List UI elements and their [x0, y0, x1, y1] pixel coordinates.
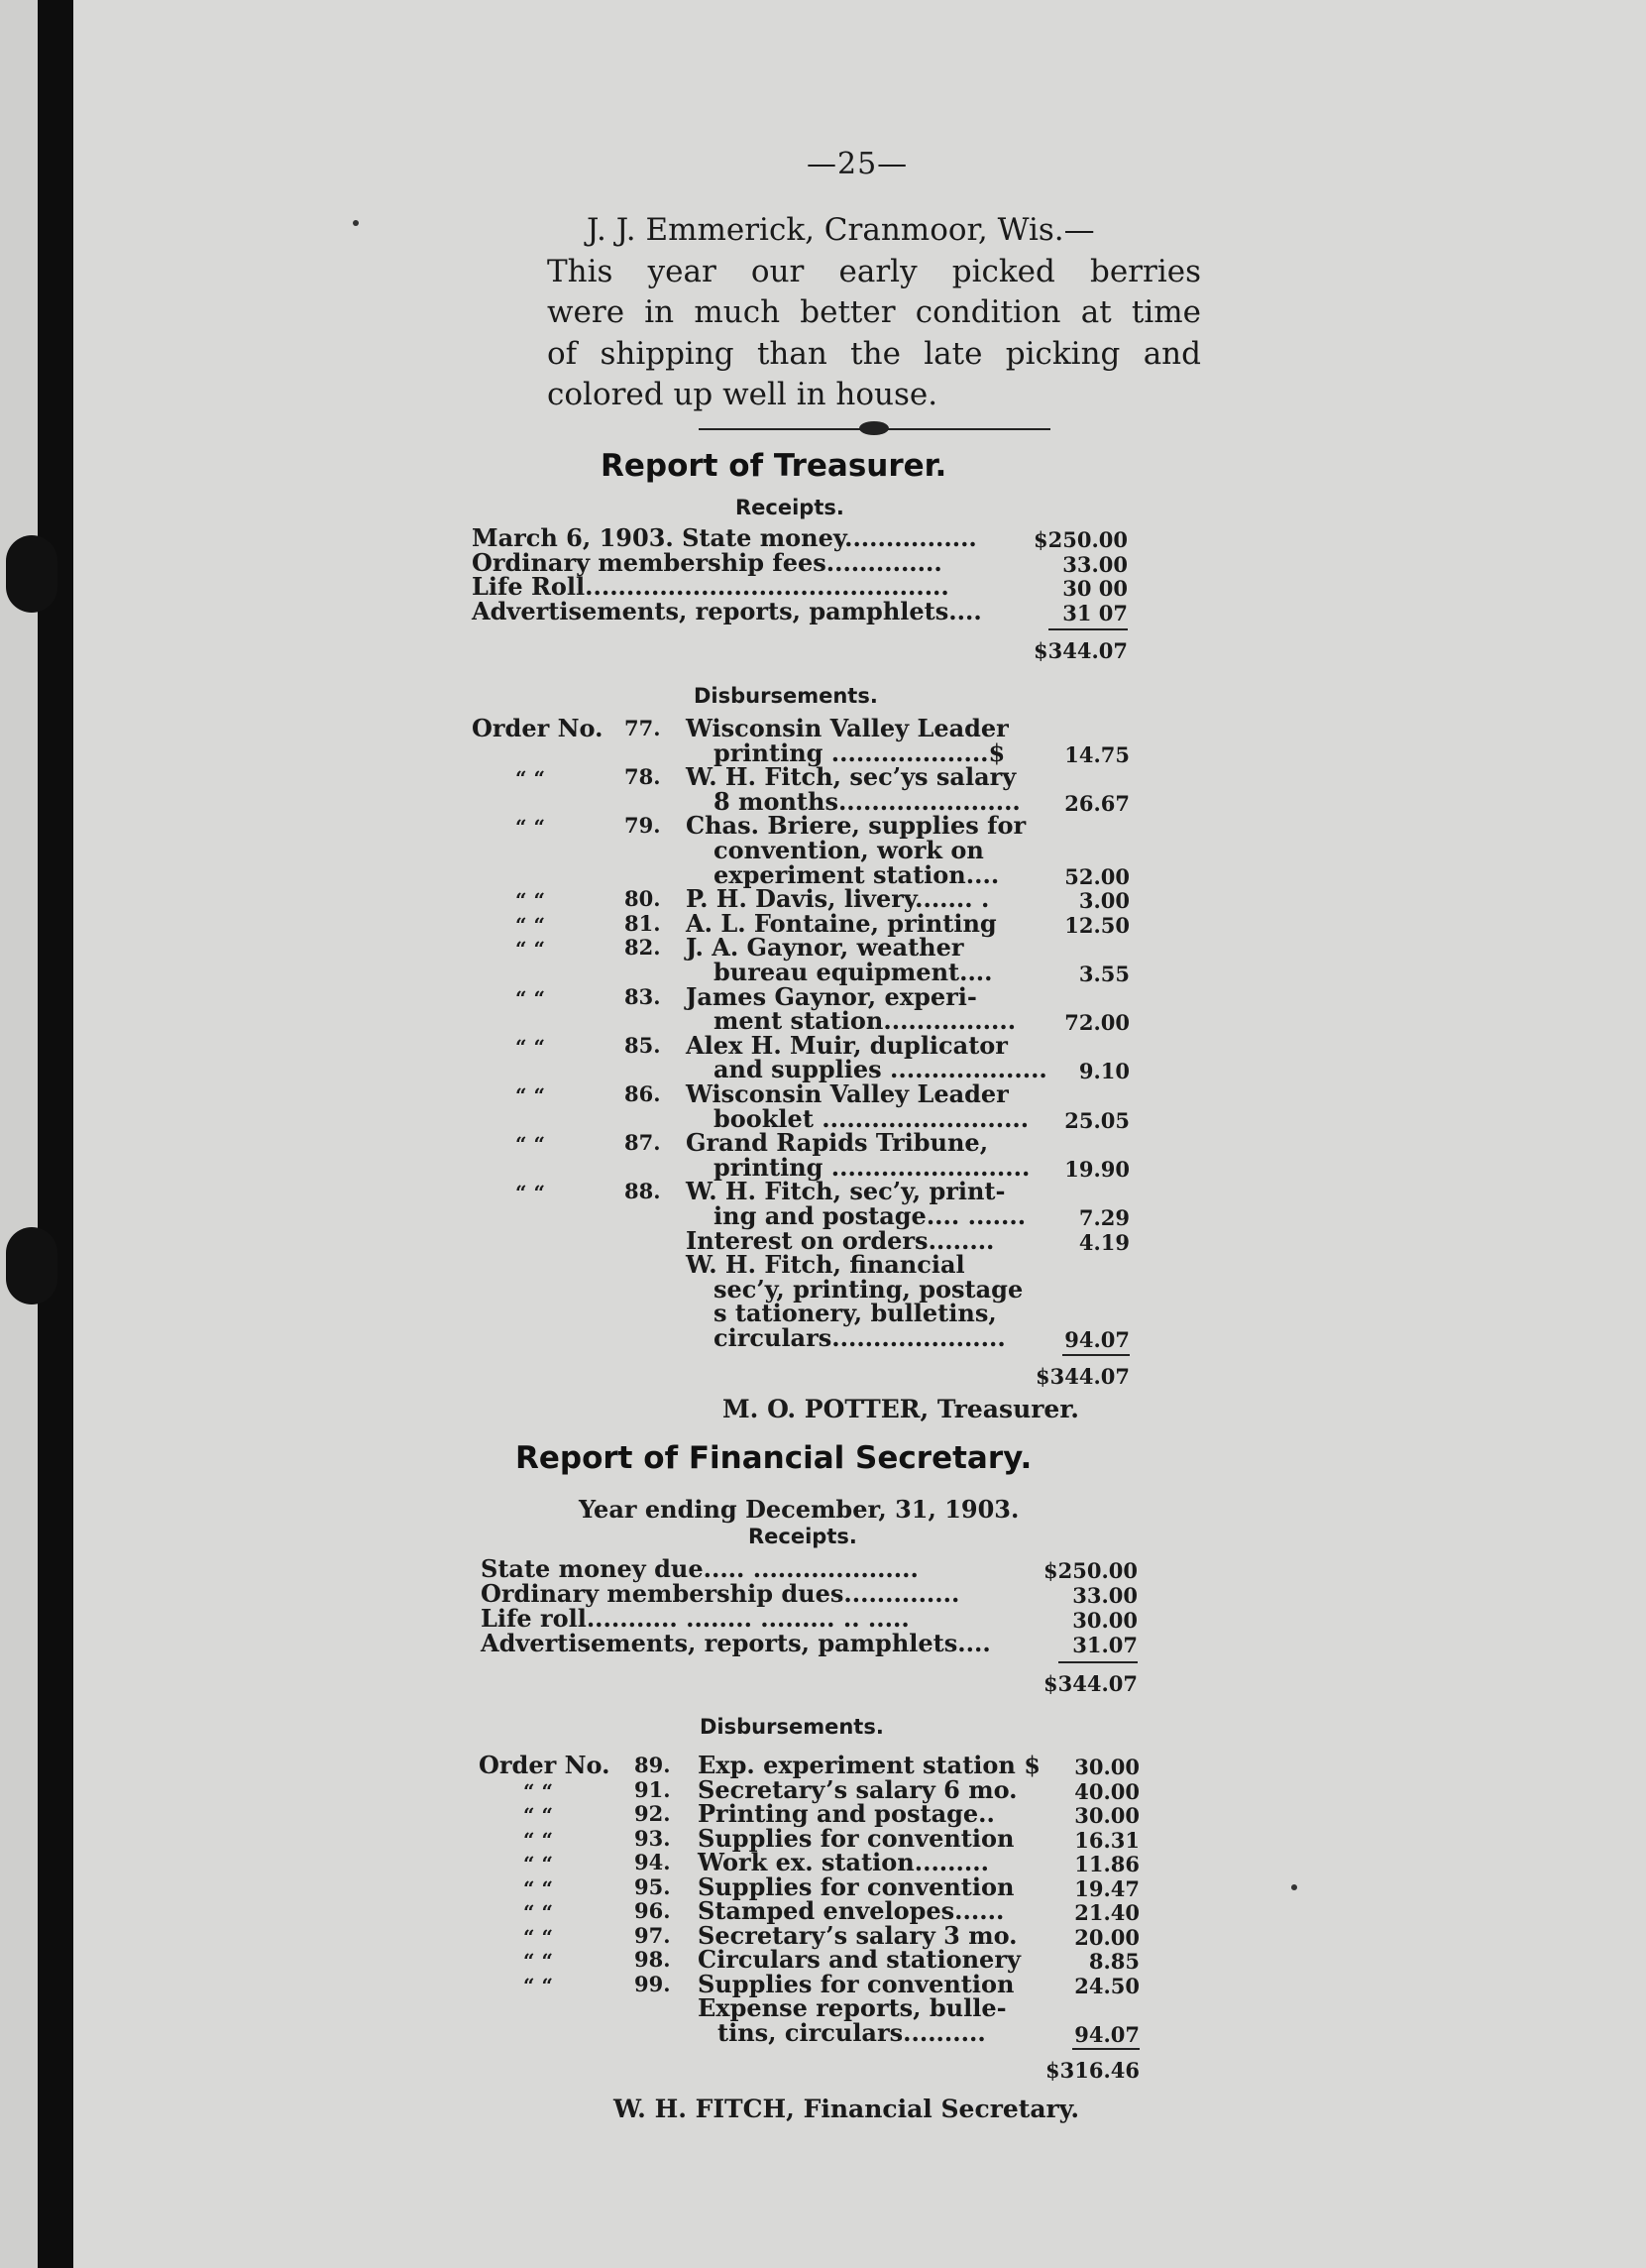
order-number: 82. — [624, 935, 661, 961]
receipt-amount: 33.00 — [1062, 551, 1128, 577]
disbursement-text: J. A. Gaynor, weather — [686, 933, 964, 963]
order-number: 91. — [634, 1776, 671, 1802]
divider-ornament — [859, 421, 889, 435]
order-number: 85. — [624, 1032, 661, 1058]
disbursement-text: Supplies for convention — [698, 1823, 1015, 1853]
treasurer-title: Report of Treasurer. — [601, 448, 947, 484]
disbursement-amount: 20.00 — [1074, 1924, 1140, 1950]
ditto-marks: “ “ — [515, 1181, 545, 1205]
receipt-amount: $250.00 — [1034, 527, 1128, 552]
disbursement-text: ment station................ — [713, 1006, 1017, 1036]
ditto-marks: “ “ — [515, 937, 545, 962]
order-number: 99. — [634, 1971, 671, 1996]
order-label: Order No. — [479, 1751, 610, 1779]
ditto-marks: “ “ — [515, 888, 545, 913]
disbursements-total: $344.07 — [1036, 1363, 1130, 1389]
ditto-marks: “ “ — [515, 815, 545, 840]
disbursement-amount: 30.00 — [1074, 1755, 1140, 1779]
receipt-amount: 33.00 — [1072, 1583, 1138, 1608]
disbursement-text: Printing and postage.. — [698, 1799, 995, 1828]
disbursement-text: printing ...................$ — [713, 737, 1006, 767]
disbursement-amount: 25.05 — [1064, 1107, 1130, 1133]
disbursement-text: Wisconsin Valley Leader — [686, 1079, 1009, 1108]
financial-signature: W. H. FITCH, Financial Secretary. — [613, 2095, 1080, 2123]
intro-line: J. J. Emmerick, Cranmoor, Wis.— — [587, 212, 1095, 248]
disbursement-text: A. L. Fontaine, printing — [686, 908, 997, 938]
disbursement-amount: 19.90 — [1064, 1156, 1130, 1182]
disbursement-amount: 11.86 — [1074, 1852, 1140, 1876]
disbursement-text: convention, work on — [713, 836, 984, 864]
disbursement-amount: 24.50 — [1074, 1973, 1140, 1998]
receipt-label: Advertisements, reports, pamphlets.... — [481, 1629, 991, 1657]
disbursement-text: Stamped envelopes...... — [698, 1896, 1005, 1925]
receipt-label: State money due..... .................... — [481, 1554, 919, 1583]
disbursement-text: Supplies for convention — [698, 1871, 1015, 1901]
disbursement-amount: 9.10 — [1078, 1059, 1130, 1084]
order-number: 93. — [634, 1825, 671, 1851]
order-number: 77. — [624, 716, 661, 740]
financial-title: Report of Financial Secretary. — [515, 1440, 1033, 1476]
punch-hole-top — [6, 535, 57, 613]
document-page — [79, 0, 1646, 2268]
ditto-marks: “ “ — [523, 1778, 553, 1803]
ditto-marks: “ “ — [515, 766, 545, 791]
disbursement-text: Circulars and stationery — [698, 1945, 1021, 1974]
disbursement-text: booklet ......................... — [713, 1103, 1030, 1133]
disbursement-text: ing and postage.... ....... — [713, 1201, 1027, 1230]
disbursement-amount: 3.55 — [1078, 962, 1130, 986]
year-line: Year ending December, 31, 1903. — [579, 1495, 1020, 1524]
receipts-total: $344.07 — [1034, 638, 1128, 663]
disbursement-amount: 4.19 — [1078, 1229, 1130, 1255]
disbursement-amount: 19.47 — [1074, 1875, 1140, 1901]
receipts-total: $344.07 — [1043, 1671, 1138, 1696]
order-number: 78. — [624, 764, 661, 790]
disbursement-text: Interest on orders........ — [686, 1225, 995, 1255]
disbursement-amount: 14.75 — [1064, 741, 1130, 767]
ditto-marks: “ “ — [523, 1803, 553, 1827]
order-number: 80. — [624, 886, 661, 912]
disbursement-amount: 21.40 — [1074, 1900, 1140, 1925]
receipt-label: March 6, 1903. State money................ — [472, 523, 977, 552]
total-rule — [1062, 1354, 1130, 1356]
intro-line: colored up well in house. — [547, 377, 938, 412]
disbursement-text: Grand Rapids Tribune, — [686, 1128, 989, 1158]
order-number: 96. — [634, 1898, 671, 1923]
ditto-marks: “ “ — [515, 985, 545, 1010]
order-number: 79. — [624, 813, 661, 839]
disbursements-total: $316.46 — [1045, 2058, 1140, 2083]
disbursement-amount: 16.31 — [1074, 1827, 1140, 1853]
disbursement-text: Supplies for convention — [698, 1969, 1015, 1998]
disbursement-text: printing ........................ — [713, 1152, 1031, 1182]
binding-edge — [0, 0, 38, 2268]
disbursement-text: W. H. Fitch, financial — [686, 1250, 965, 1280]
intro-paragraph — [547, 210, 1201, 416]
total-rule — [1048, 628, 1128, 630]
receipts-heading: Receipts. — [748, 1525, 857, 1548]
disbursement-text: Chas. Briere, supplies for — [686, 811, 1027, 841]
disbursement-amount: 94.07 — [1074, 2021, 1140, 2047]
receipts-heading: Receipts. — [735, 496, 844, 519]
disbursement-amount: 12.50 — [1064, 912, 1130, 938]
disbursement-text: Wisconsin Valley Leader — [686, 714, 1009, 742]
order-number: 92. — [634, 1801, 671, 1826]
receipt-amount: 30.00 — [1072, 1608, 1138, 1633]
disbursement-text: circulars..................... — [713, 1323, 1006, 1352]
disbursement-amount: 30.00 — [1074, 1803, 1140, 1828]
ditto-marks: “ “ — [515, 1132, 545, 1157]
order-label: Order No. — [472, 714, 604, 742]
disbursement-amount: 40.00 — [1074, 1778, 1140, 1804]
ditto-marks: “ “ — [515, 1083, 545, 1107]
order-number: 86. — [624, 1081, 661, 1106]
ditto-marks: “ “ — [523, 1924, 553, 1949]
disbursement-text: s tationery, bulletins, — [713, 1299, 997, 1328]
disbursement-text: Exp. experiment station $ — [698, 1751, 1041, 1779]
disbursement-amount: 7.29 — [1078, 1205, 1130, 1230]
receipt-amount: 30 00 — [1062, 576, 1128, 601]
disbursement-text: Secretary’s salary 6 mo. — [698, 1774, 1018, 1804]
order-number: 97. — [634, 1922, 671, 1948]
disbursement-text: tins, circulars.......... — [717, 2017, 986, 2047]
treasurer-signature: M. O. POTTER, Treasurer. — [722, 1395, 1079, 1423]
ditto-marks: “ “ — [515, 1034, 545, 1059]
disbursement-text: James Gaynor, experi- — [686, 981, 977, 1011]
disbursements-heading: Disbursements. — [694, 684, 878, 708]
disbursement-text: experiment station.... — [713, 859, 1000, 889]
ditto-marks: “ “ — [523, 1852, 553, 1875]
total-rule — [1072, 2048, 1140, 2050]
disbursement-amount: 94.07 — [1064, 1327, 1130, 1352]
order-number: 98. — [634, 1947, 671, 1972]
order-number: 89. — [634, 1753, 671, 1777]
page-number: —25— — [807, 147, 909, 181]
disbursement-text: W. H. Fitch, sec’ys salary — [686, 762, 1017, 792]
intro-line: were in much better condition at time — [547, 294, 1201, 330]
disbursement-amount: 52.00 — [1064, 863, 1130, 889]
ditto-marks: “ “ — [523, 1900, 553, 1924]
receipt-amount: 31.07 — [1072, 1633, 1138, 1657]
order-number: 88. — [624, 1179, 661, 1204]
order-number: 87. — [624, 1130, 661, 1156]
receipt-label: Life roll........... ........ ......... .. ..... — [481, 1604, 910, 1633]
disbursements-heading: Disbursements. — [700, 1715, 884, 1739]
disbursement-amount: 3.00 — [1078, 888, 1130, 914]
ditto-marks: “ “ — [523, 1973, 553, 1997]
disbursement-text: P. H. Davis, livery....... . — [686, 884, 990, 914]
intro-line: of shipping than the late picking and — [547, 335, 1201, 372]
disbursement-text: Alex H. Muir, duplicator — [686, 1030, 1008, 1060]
ditto-marks: “ “ — [523, 1827, 553, 1852]
intro-line: This year our early picked berries — [547, 253, 1201, 289]
disbursement-text: sec’y, printing, postage — [713, 1274, 1024, 1304]
total-rule — [1058, 1661, 1138, 1663]
disbursement-amount: 72.00 — [1064, 1010, 1130, 1036]
disbursement-amount: 26.67 — [1064, 790, 1130, 816]
receipt-label: Ordinary membership fees.............. — [472, 547, 942, 577]
disbursement-text: Secretary’s salary 3 mo. — [698, 1920, 1018, 1950]
disbursement-text: 8 months...................... — [713, 786, 1021, 816]
disbursement-amount: 8.85 — [1088, 1949, 1140, 1974]
punch-hole-bottom — [6, 1227, 57, 1304]
receipt-amount: $250.00 — [1043, 1558, 1138, 1583]
receipt-label: Advertisements, reports, pamphlets.... — [472, 596, 982, 625]
receipt-label: Life Roll............................................ — [472, 572, 949, 601]
disbursement-text: W. H. Fitch, sec’y, print- — [686, 1177, 1006, 1206]
receipt-label: Ordinary membership dues.............. — [481, 1579, 960, 1608]
disbursement-text: and supplies ................... — [713, 1055, 1047, 1084]
order-number: 94. — [634, 1850, 671, 1874]
order-number: 81. — [624, 910, 661, 936]
disbursement-text: bureau equipment.... — [713, 958, 993, 986]
disbursement-text: Work ex. station......... — [698, 1848, 989, 1876]
order-number: 83. — [624, 983, 661, 1009]
receipt-amount: 31 07 — [1062, 600, 1128, 625]
ditto-marks: “ “ — [523, 1949, 553, 1973]
ditto-marks: “ “ — [515, 912, 545, 937]
disbursement-text: Expense reports, bulle- — [698, 1993, 1007, 2022]
binding-strip — [38, 0, 73, 2268]
ditto-marks: “ “ — [523, 1875, 553, 1900]
order-number: 95. — [634, 1873, 671, 1899]
